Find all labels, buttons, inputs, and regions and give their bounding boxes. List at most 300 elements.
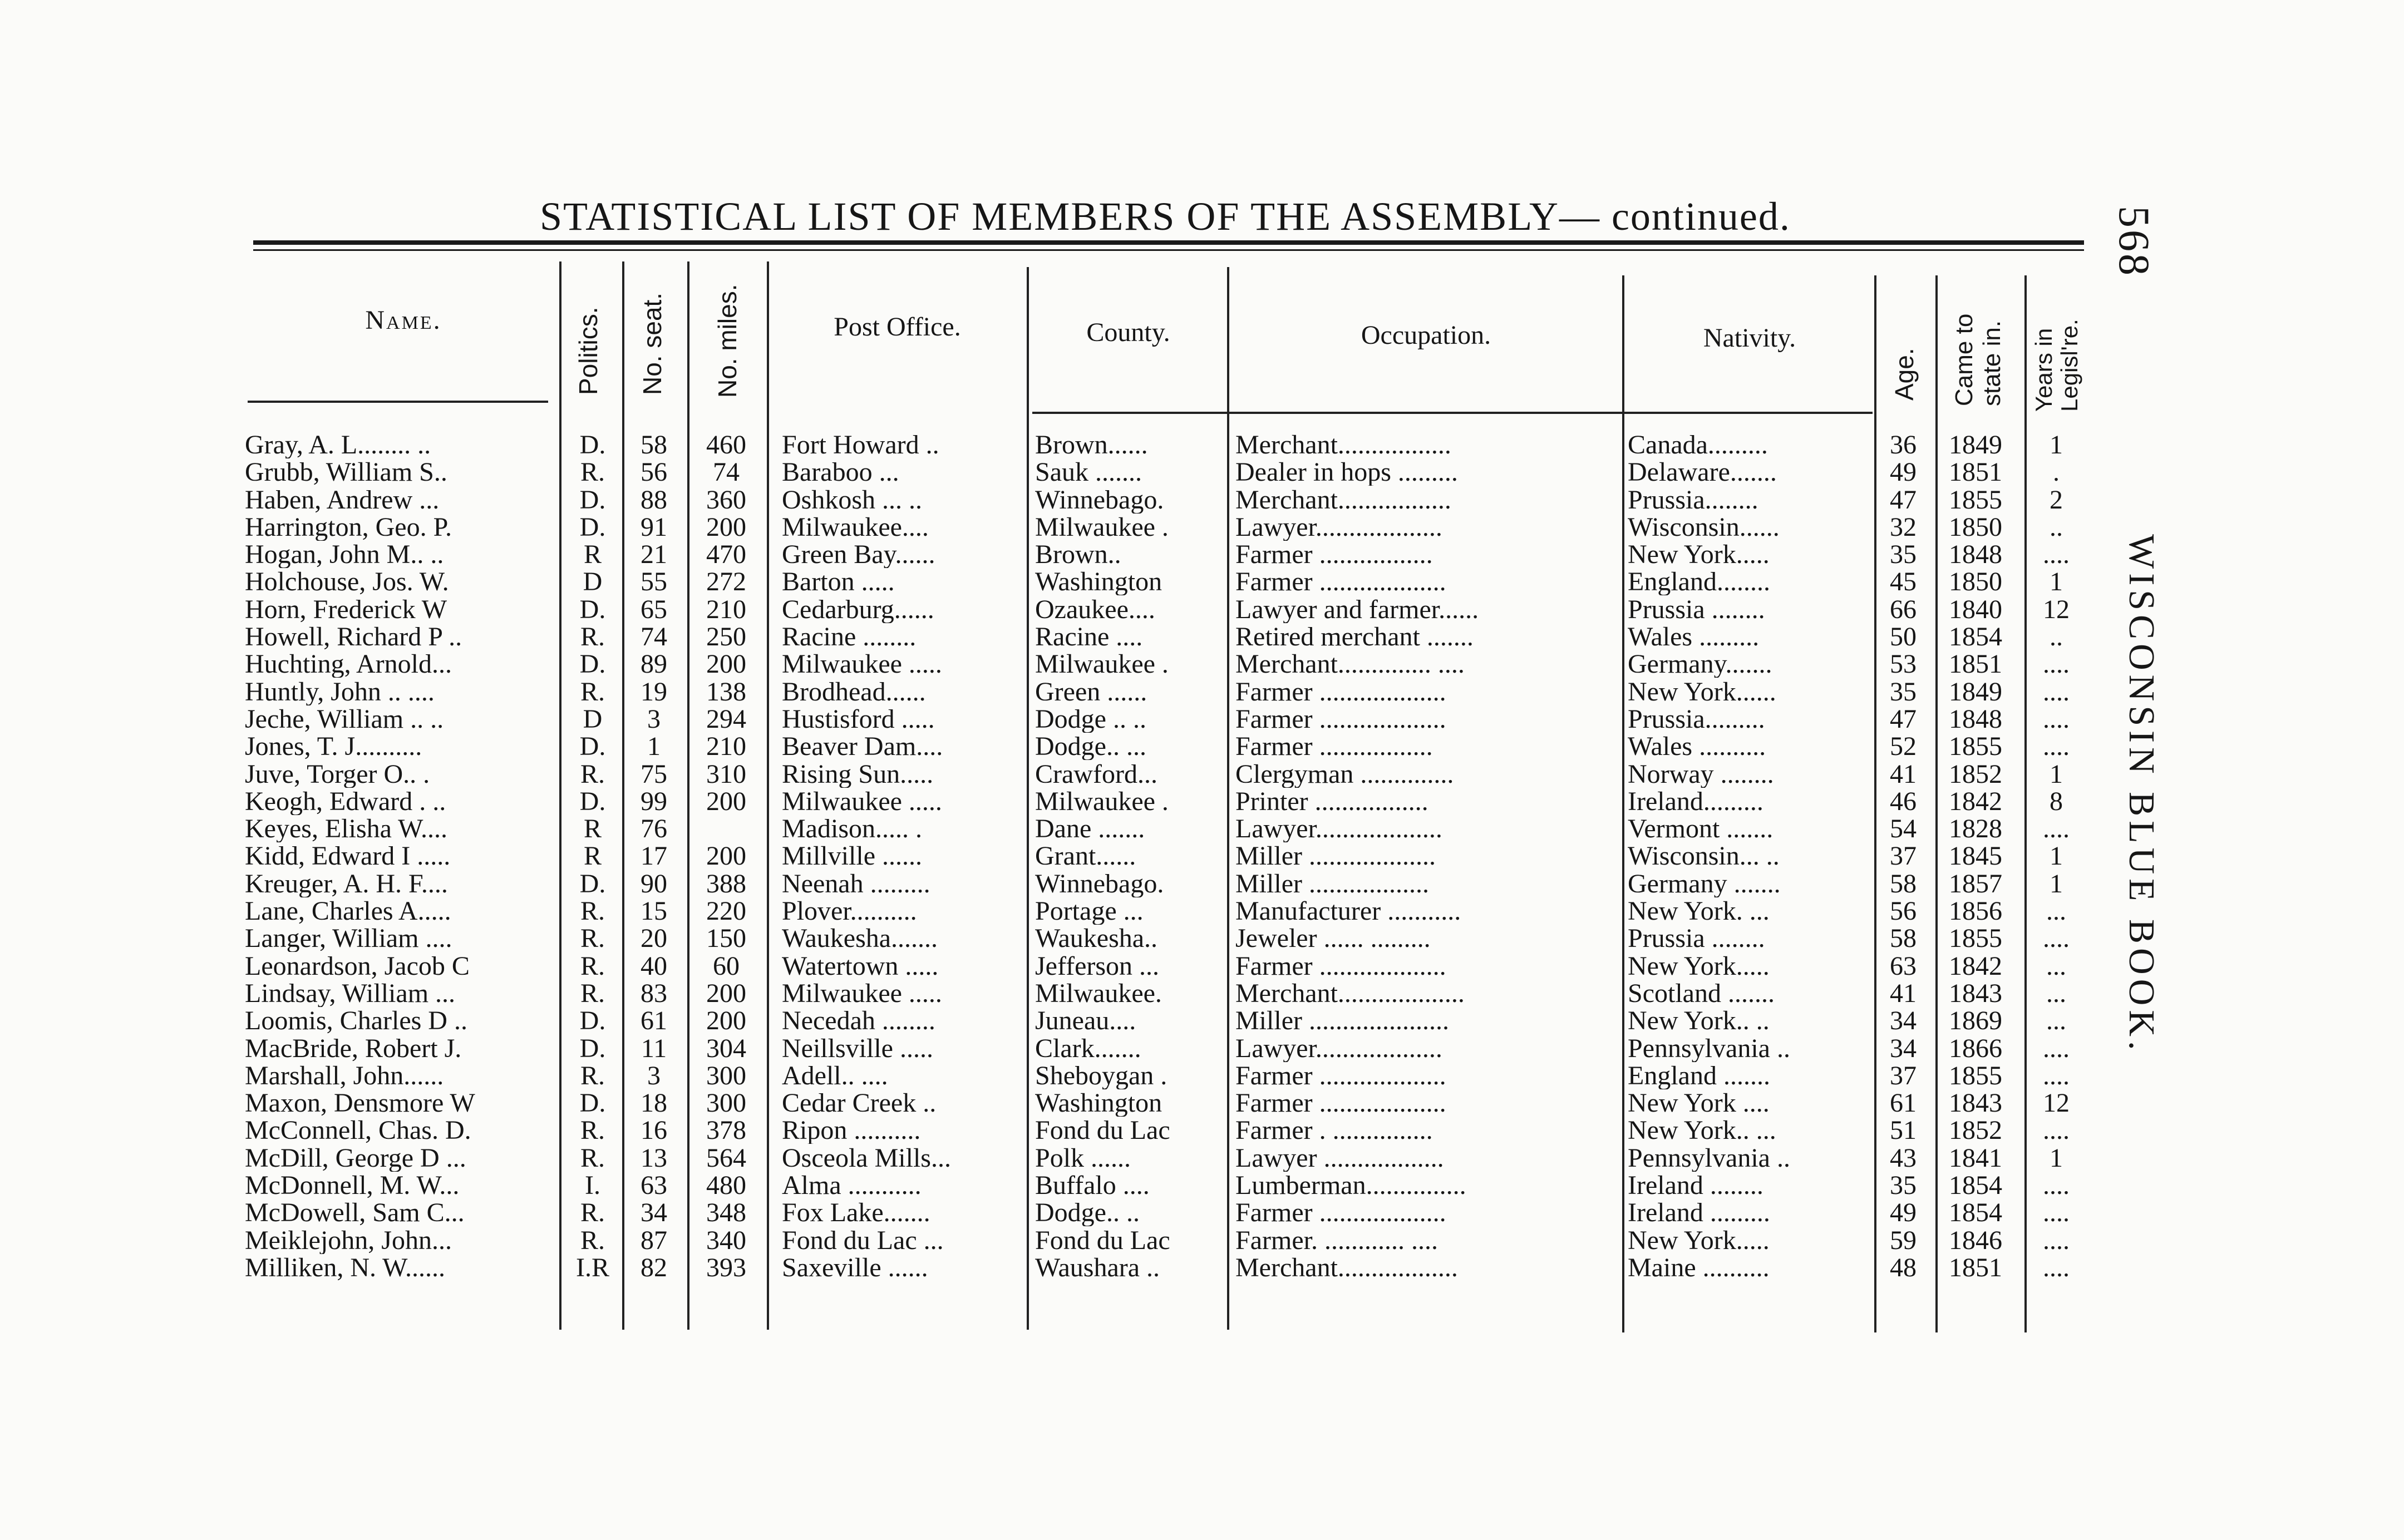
cell-occupation: Farmer .................	[1235, 733, 1433, 761]
cell-came: 1841	[1949, 1144, 2002, 1172]
cell-years: ..	[2050, 623, 2063, 651]
cell-miles: 272	[706, 568, 746, 596]
cell-miles: 360	[706, 486, 746, 514]
cell-seat: 88	[641, 486, 667, 514]
cell-nativity: Germany.......	[1628, 650, 1772, 678]
cell-name: Loomis, Charles D ..	[245, 1007, 467, 1035]
cell-occupation: Merchant.............. ....	[1235, 650, 1465, 678]
cell-years: 1	[2050, 842, 2063, 870]
cell-post-office: Hustisford .....	[782, 705, 935, 733]
cell-miles: 200	[706, 513, 746, 541]
cell-occupation: Farmer ...................	[1235, 952, 1446, 980]
cell-age: 37	[1890, 842, 1917, 870]
cell-miles: 250	[706, 623, 746, 651]
cell-years: ..	[2050, 513, 2063, 541]
cell-miles: 300	[706, 1089, 746, 1117]
cell-came: 1828	[1949, 815, 2002, 843]
cell-name: Gray, A. L........ ..	[245, 431, 431, 458]
cell-came: 1850	[1949, 568, 2002, 596]
table-row	[0, 733, 2404, 760]
cell-occupation: Dealer in hops .........	[1235, 458, 1458, 486]
table-row	[0, 678, 2404, 705]
cell-post-office: Beaver Dam....	[782, 733, 943, 761]
cell-seat: 34	[641, 1199, 667, 1227]
cell-age: 35	[1890, 1172, 1917, 1200]
cell-nativity: Prussia........	[1628, 486, 1758, 514]
cell-years: ....	[2043, 705, 2070, 733]
cell-years: ....	[2043, 733, 2070, 761]
cell-name: Lindsay, William ...	[245, 979, 456, 1007]
cell-came: 1851	[1949, 458, 2002, 486]
cell-age: 41	[1890, 979, 1917, 1007]
cell-years: ....	[2043, 541, 2070, 569]
cell-miles: 378	[706, 1117, 746, 1144]
cell-politics: D.	[579, 431, 606, 458]
cell-name: McConnell, Chas. D.	[245, 1117, 471, 1144]
cell-occupation: Farmer ...................	[1235, 1199, 1446, 1227]
cell-miles: 388	[706, 870, 746, 897]
cell-miles: 200	[706, 1007, 746, 1035]
cell-came: 1854	[1949, 623, 2002, 651]
cell-age: 47	[1890, 486, 1917, 514]
cell-miles: 210	[706, 733, 746, 761]
cell-seat: 13	[641, 1144, 667, 1172]
cell-miles: 200	[706, 787, 746, 815]
cell-occupation: Lawyer...................	[1235, 513, 1442, 541]
cell-years: 1	[2050, 1144, 2063, 1172]
cell-post-office: Cedarburg......	[782, 595, 934, 623]
cell-age: 34	[1890, 1034, 1917, 1062]
cell-occupation: Farmer .................	[1235, 541, 1433, 569]
cell-name: Holchouse, Jos. W.	[245, 568, 449, 596]
cell-politics: I.	[585, 1172, 600, 1200]
cell-seat: 91	[641, 513, 667, 541]
header-nativity: Nativity.	[1703, 323, 1796, 353]
cell-age: 59	[1890, 1226, 1917, 1254]
cell-age: 54	[1890, 815, 1917, 843]
cell-occupation: Miller ...................	[1235, 842, 1436, 870]
cell-years: ....	[2043, 1199, 2070, 1227]
cell-miles: 348	[706, 1199, 746, 1227]
cell-occupation: Farmer ...................	[1235, 1062, 1446, 1089]
cell-came: 1850	[1949, 513, 2002, 541]
cell-county: Polk ......	[1035, 1144, 1131, 1172]
cell-name: Lane, Charles A.....	[245, 897, 451, 925]
cell-seat: 17	[641, 842, 667, 870]
cell-name: Harrington, Geo. P.	[245, 513, 452, 541]
cell-came: 1849	[1949, 431, 2002, 458]
cell-post-office: Milwaukee....	[782, 513, 929, 541]
cell-years: 1	[2050, 431, 2063, 458]
cell-post-office: Rising Sun.....	[782, 760, 934, 788]
cell-years: 1	[2050, 870, 2063, 897]
cell-occupation: Farmer ...................	[1235, 1089, 1446, 1117]
table-row	[0, 623, 2404, 650]
cell-years: 1	[2050, 568, 2063, 596]
cell-age: 48	[1890, 1253, 1917, 1281]
cell-politics: D.	[579, 870, 606, 897]
cell-politics: D.	[579, 1089, 606, 1117]
cell-name: Huchting, Arnold...	[245, 650, 452, 678]
cell-name: Milliken, N. W......	[245, 1253, 446, 1281]
member-table	[0, 431, 2404, 1281]
table-row	[0, 541, 2404, 568]
cell-name: Leonardson, Jacob C	[245, 952, 470, 980]
cell-occupation: Manufacturer ...........	[1235, 897, 1461, 925]
table-row	[0, 1117, 2404, 1144]
cell-came: 1852	[1949, 1117, 2002, 1144]
header-politics: Politics.	[574, 307, 603, 395]
cell-county: Brown..	[1035, 541, 1121, 569]
cell-age: 50	[1890, 623, 1917, 651]
cell-occupation: Merchant...................	[1235, 979, 1465, 1007]
header-underline	[248, 401, 548, 403]
cell-miles: 310	[706, 760, 746, 788]
cell-post-office: Milwaukee .....	[782, 650, 942, 678]
cell-years: ....	[2043, 650, 2070, 678]
cell-seat: 19	[641, 678, 667, 705]
cell-politics: D.	[579, 486, 606, 514]
cell-politics: D.	[579, 650, 606, 678]
header-underline	[1032, 412, 1873, 414]
cell-nativity: Ireland .........	[1628, 1199, 1770, 1227]
cell-seat: 87	[641, 1226, 667, 1254]
cell-name: Haben, Andrew ...	[245, 486, 440, 514]
cell-nativity: Delaware.......	[1628, 458, 1777, 486]
table-row	[0, 596, 2404, 623]
cell-county: Waukesha..	[1035, 925, 1158, 952]
cell-post-office: Baraboo ...	[782, 458, 899, 486]
cell-miles: 300	[706, 1062, 746, 1089]
title-suffix: — continued.	[1559, 194, 1791, 239]
table-row	[0, 514, 2404, 541]
cell-miles: 60	[713, 952, 740, 980]
cell-name: Jeche, William .. ..	[245, 705, 444, 733]
cell-occupation: Lumberman...............	[1235, 1172, 1466, 1200]
cell-post-office: Osceola Mills...	[782, 1144, 951, 1172]
cell-age: 66	[1890, 595, 1917, 623]
cell-county: Juneau....	[1035, 1007, 1136, 1035]
cell-age: 34	[1890, 1007, 1917, 1035]
cell-nativity: Prussia.........	[1628, 705, 1765, 733]
cell-years: ...	[2046, 952, 2066, 980]
cell-politics: R.	[580, 458, 605, 486]
cell-name: Huntly, John .. ....	[245, 678, 435, 705]
cell-seat: 63	[641, 1172, 667, 1200]
cell-post-office: Fond du Lac ...	[782, 1226, 944, 1254]
cell-post-office: Watertown .....	[782, 952, 939, 980]
table-row	[0, 1172, 2404, 1199]
cell-nativity: Wisconsin......	[1628, 513, 1780, 541]
cell-nativity: Maine ..........	[1628, 1253, 1770, 1281]
cell-politics: D.	[579, 787, 606, 815]
cell-nativity: Ireland ........	[1628, 1172, 1763, 1200]
page-number: 568	[2110, 206, 2159, 278]
top-rule-thick	[253, 240, 2084, 245]
cell-miles: 393	[706, 1253, 746, 1281]
cell-occupation: Farmer ...................	[1235, 705, 1446, 733]
table-row	[0, 815, 2404, 842]
cell-came: 1842	[1949, 952, 2002, 980]
table-row	[0, 705, 2404, 733]
cell-county: Racine ....	[1035, 623, 1143, 651]
cell-seat: 58	[641, 431, 667, 458]
cell-politics: R.	[580, 760, 605, 788]
cell-age: 56	[1890, 897, 1917, 925]
page-title	[540, 194, 1831, 240]
cell-occupation: Retired merchant .......	[1235, 623, 1474, 651]
cell-years: 2	[2050, 486, 2063, 514]
cell-years: ....	[2043, 678, 2070, 705]
cell-came: 1848	[1949, 541, 2002, 569]
cell-county: Milwaukee .	[1035, 513, 1169, 541]
cell-nativity: New York.....	[1628, 952, 1770, 980]
cell-name: Maxon, Densmore W	[245, 1089, 475, 1117]
cell-nativity: Pennsylvania ..	[1628, 1144, 1790, 1172]
cell-seat: 83	[641, 979, 667, 1007]
cell-nativity: Wisconsin... ..	[1628, 842, 1780, 870]
cell-age: 63	[1890, 952, 1917, 980]
header-post-office: Post Office.	[834, 312, 961, 342]
cell-occupation: Clergyman ..............	[1235, 760, 1454, 788]
cell-name: Juve, Torger O.. .	[245, 760, 430, 788]
cell-years: .	[2053, 458, 2060, 486]
cell-seat: 61	[641, 1007, 667, 1035]
cell-came: 1856	[1949, 897, 2002, 925]
cell-post-office: Necedah ........	[782, 1007, 935, 1035]
cell-seat: 18	[641, 1089, 667, 1117]
cell-name: Hogan, John M.. ..	[245, 541, 444, 569]
table-row	[0, 897, 2404, 925]
cell-occupation: Farmer . ...............	[1235, 1117, 1433, 1144]
header-seat: No. seat.	[638, 292, 667, 395]
cell-county: Buffalo ....	[1035, 1172, 1150, 1200]
cell-nativity: New York ....	[1628, 1089, 1770, 1117]
cell-politics: R.	[580, 1117, 605, 1144]
cell-came: 1855	[1949, 925, 2002, 952]
cell-seat: 3	[647, 1062, 661, 1089]
cell-seat: 89	[641, 650, 667, 678]
cell-came: 1854	[1949, 1172, 2002, 1200]
cell-nativity: New York.....	[1628, 1226, 1770, 1254]
cell-seat: 15	[641, 897, 667, 925]
table-row	[0, 925, 2404, 952]
cell-age: 46	[1890, 787, 1917, 815]
cell-nativity: Ireland.........	[1628, 787, 1763, 815]
cell-politics: R.	[580, 678, 605, 705]
cell-years: ....	[2043, 815, 2070, 843]
cell-politics: R.	[580, 623, 605, 651]
header-occupation: Occupation.	[1361, 320, 1491, 350]
table-row	[0, 1199, 2404, 1226]
cell-occupation: Printer .................	[1235, 787, 1428, 815]
cell-nativity: Prussia ........	[1628, 925, 1765, 952]
cell-occupation: Farmer. ............ ....	[1235, 1226, 1438, 1254]
cell-name: Kreuger, A. H. F....	[245, 870, 448, 897]
cell-came: 1851	[1949, 650, 2002, 678]
cell-miles: 200	[706, 650, 746, 678]
cell-came: 1852	[1949, 760, 2002, 788]
table-row	[0, 568, 2404, 595]
cell-nativity: England .......	[1628, 1062, 1770, 1089]
cell-county: Crawford...	[1035, 760, 1157, 788]
cell-name: McDill, George D ...	[245, 1144, 466, 1172]
cell-years: ....	[2043, 1034, 2070, 1062]
cell-age: 49	[1890, 1199, 1917, 1227]
cell-seat: 11	[641, 1034, 667, 1062]
cell-miles: 340	[706, 1226, 746, 1254]
table-row	[0, 1227, 2404, 1254]
cell-occupation: Merchant..................	[1235, 1253, 1458, 1281]
cell-post-office: Adell.. ....	[782, 1062, 888, 1089]
cell-county: Milwaukee .	[1035, 650, 1169, 678]
cell-county: Sauk .......	[1035, 458, 1142, 486]
cell-came: 1846	[1949, 1226, 2002, 1254]
header-age: Age.	[1890, 348, 1919, 401]
cell-politics: R.	[580, 952, 605, 980]
cell-name: Keyes, Elisha W....	[245, 815, 447, 843]
cell-county: Washington	[1035, 568, 1162, 596]
cell-name: Meiklejohn, John...	[245, 1226, 452, 1254]
cell-seat: 1	[647, 733, 661, 761]
cell-seat: 40	[641, 952, 667, 980]
cell-post-office: Barton .....	[782, 568, 895, 596]
cell-county: Clark.......	[1035, 1034, 1141, 1062]
cell-occupation: Lawyer and farmer......	[1235, 595, 1479, 623]
cell-years: ....	[2043, 1253, 2070, 1281]
cell-politics: D.	[579, 595, 606, 623]
cell-came: 1842	[1949, 787, 2002, 815]
cell-years: ...	[2046, 897, 2066, 925]
cell-nativity: Wales ..........	[1628, 733, 1766, 761]
running-head: WISCONSIN BLUE BOOK.	[2121, 534, 2162, 1055]
cell-name: Keogh, Edward . ..	[245, 787, 446, 815]
cell-county: Portage ...	[1035, 897, 1144, 925]
cell-came: 1869	[1949, 1007, 2002, 1035]
cell-years: ....	[2043, 1117, 2070, 1144]
cell-years: ....	[2043, 1062, 2070, 1089]
cell-county: Dodge.. ..	[1035, 1199, 1140, 1227]
cell-politics: R	[583, 815, 602, 843]
cell-years: 1	[2050, 760, 2063, 788]
cell-post-office: Cedar Creek ..	[782, 1089, 937, 1117]
cell-name: Marshall, John......	[245, 1062, 444, 1089]
cell-post-office: Alma ...........	[782, 1172, 922, 1200]
cell-name: Howell, Richard P ..	[245, 623, 462, 651]
cell-miles: 200	[706, 979, 746, 1007]
cell-miles: 220	[706, 897, 746, 925]
cell-age: 61	[1890, 1089, 1917, 1117]
cell-post-office: Neenah .........	[782, 870, 930, 897]
header-name: Name.	[365, 305, 442, 335]
cell-politics: D.	[579, 1007, 606, 1035]
cell-age: 53	[1890, 650, 1917, 678]
cell-age: 36	[1890, 431, 1917, 458]
cell-miles: 304	[706, 1034, 746, 1062]
cell-post-office: Milwaukee .....	[782, 979, 942, 1007]
cell-occupation: Jeweler ...... .........	[1235, 925, 1431, 952]
cell-age: 49	[1890, 458, 1917, 486]
cell-came: 1857	[1949, 870, 2002, 897]
cell-occupation: Lawyer ..................	[1235, 1144, 1444, 1172]
cell-came: 1843	[1949, 1089, 2002, 1117]
cell-post-office: Fox Lake.......	[782, 1199, 930, 1227]
cell-age: 41	[1890, 760, 1917, 788]
table-row	[0, 842, 2404, 870]
cell-miles: 460	[706, 431, 746, 458]
cell-nativity: Scotland .......	[1628, 979, 1775, 1007]
cell-seat: 16	[641, 1117, 667, 1144]
cell-seat: 21	[641, 541, 667, 569]
cell-miles: 294	[706, 705, 746, 733]
cell-occupation: Merchant.................	[1235, 486, 1451, 514]
cell-age: 52	[1890, 733, 1917, 761]
cell-county: Dodge .. ..	[1035, 705, 1146, 733]
cell-name: Jones, T. J..........	[245, 733, 422, 761]
cell-seat: 82	[641, 1253, 667, 1281]
cell-post-office: Neillsville .....	[782, 1034, 933, 1062]
cell-post-office: Saxeville ......	[782, 1253, 928, 1281]
cell-county: Grant......	[1035, 842, 1136, 870]
cell-miles: 480	[706, 1172, 746, 1200]
table-row	[0, 952, 2404, 980]
cell-occupation: Lawyer...................	[1235, 815, 1442, 843]
cell-name: Kidd, Edward I .....	[245, 842, 451, 870]
cell-miles: 138	[706, 678, 746, 705]
cell-age: 43	[1890, 1144, 1917, 1172]
cell-came: 1848	[1949, 705, 2002, 733]
cell-nativity: New York. ...	[1628, 897, 1770, 925]
cell-politics: D	[583, 705, 603, 733]
table-row	[0, 431, 2404, 458]
cell-came: 1851	[1949, 1253, 2002, 1281]
title-main: STATISTICAL LIST OF MEMBERS OF THE ASSEMBLY	[540, 194, 1559, 239]
cell-age: 35	[1890, 678, 1917, 705]
cell-politics: R.	[580, 925, 605, 952]
cell-name: Grubb, William S..	[245, 458, 447, 486]
table-row	[0, 458, 2404, 486]
cell-occupation: Farmer ...................	[1235, 568, 1446, 596]
cell-occupation: Farmer ...................	[1235, 678, 1446, 705]
cell-came: 1843	[1949, 979, 2002, 1007]
cell-miles: 470	[706, 541, 746, 569]
cell-age: 32	[1890, 513, 1917, 541]
cell-county: Brown......	[1035, 431, 1148, 458]
cell-years: ....	[2043, 925, 2070, 952]
cell-politics: D	[583, 568, 603, 596]
cell-years: ....	[2043, 1226, 2070, 1254]
cell-politics: D.	[579, 1034, 606, 1062]
table-row	[0, 1254, 2404, 1281]
cell-county: Jefferson ...	[1035, 952, 1160, 980]
cell-came: 1866	[1949, 1034, 2002, 1062]
cell-occupation: Miller ..................	[1235, 870, 1429, 897]
cell-nativity: New York.. ..	[1628, 1007, 1770, 1035]
table-row	[0, 761, 2404, 788]
cell-miles: 210	[706, 595, 746, 623]
cell-nativity: Vermont .......	[1628, 815, 1774, 843]
cell-nativity: England........	[1628, 568, 1770, 596]
cell-county: Fond du Lac	[1035, 1226, 1170, 1254]
cell-seat: 90	[641, 870, 667, 897]
cell-politics: R	[583, 541, 602, 569]
cell-age: 35	[1890, 541, 1917, 569]
cell-age: 51	[1890, 1117, 1917, 1144]
cell-seat: 74	[641, 623, 667, 651]
cell-county: Dane .......	[1035, 815, 1145, 843]
cell-post-office: Fort Howard ..	[782, 431, 939, 458]
cell-county: Sheboygan .	[1035, 1062, 1167, 1089]
